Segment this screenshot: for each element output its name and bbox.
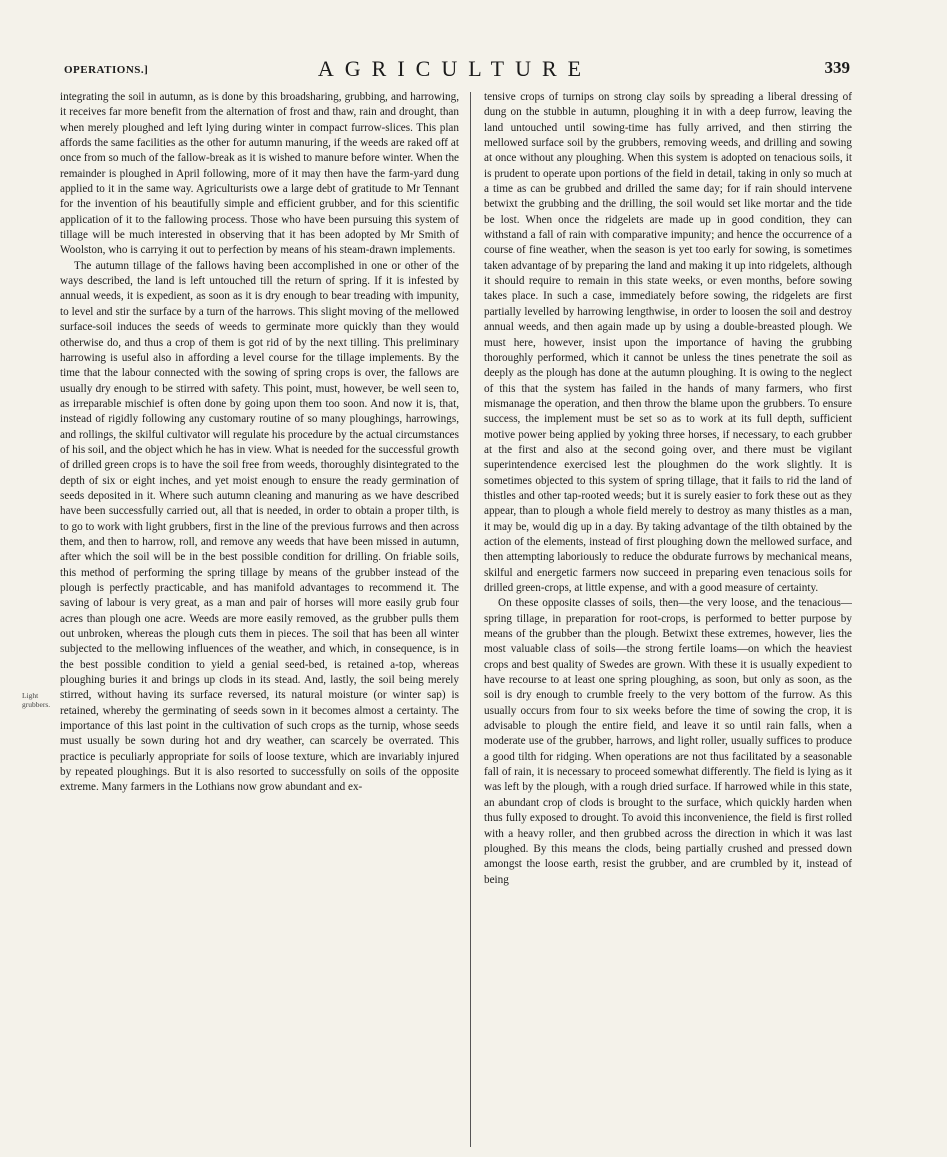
paragraph: The autumn tillage of the fallows having been accomplished in one or other of the ways described, the land is left untouched till the return of spring. If it is infested by annual weeds, it is expedient, as soon as it is dry enough to bear treading with impunity, to level and stir the surface by a turn of the harrows. This slight moving of the mellowed surface-soil induces the seeds of weeds to germinate more quickly than they would otherwise do, and thus a crop of them is got rid of by the next tilling. This preliminary harrowing is useful also in affording a level course for the tillage implements. By the time that the labour connected with the sowing of spring crops is over, the fallows are usually dry enough to be stirred with safety. This point, must, however, be well seen to, as irreparable mischief is often done by going upon them too soon. And now it is, that, instead of rigidly following any customary routine of so many ploughings, harrowings, and rollings, the skilful cultivator will regulate his procedure by the actual circumstances of his soil, and the object which he has in view. What is needed for the successful growth of drilled green crops is to have the soil free from weeds, thoroughly disintegrated to the depth of six or eight inches, and yet moist enough to ensure the ready germination of seeds deposited in it. Where such autumn cleaning and manuring as we have described have been successfully carried out, all that is needed, in order to obtain a proper tilth, is to go to work with light grubbers, first in the line of the previous furrows and then across them, and then to harrow, roll, and remove any weeds that have been missed in autumn, after which the soil will be in the best possible condition for drilling. On friable soils, this method of performing the spring tillage by means of the grubber instead of the plough is perfectly practicable, and has manifold advantages to recommend it. The saving of labour is very great, as a man and pair of horses will more easily grub four acres than plough one acre. Weeds are more easily removed, as the grubber pulls them out unbroken, whereas the plough cuts them in pieces. The soil that has been all winter subjected to the mellowing influences of the weather, and which, in consequence, is in the best possible condition to yield a genial seed-bed, is retained a-top, whereas ploughing buries it and brings up clods in its stead. And, lastly, the soil being merely stirred, without having its surface reversed, its natural moisture (or winter sap) is retained, whereby the germinating of seeds sown in it becomes almost a certainty. The importance of this last point in the cultivation of such crops as the turnip, whose seeds must usually be sown during hot and dry weather, can scarcely be overrated. This practice is peculiarly appropriate for soils of loose texture, which are invariably injured by repeated ploughings. But it is also resorted to successfully on soils of the opposite extreme. Many farmers in the Lothians now grow abundant and ex- bbox=[60, 259, 459, 794]
running-header bbox=[60, 54, 850, 84]
column-divider bbox=[470, 92, 471, 1147]
right-column bbox=[484, 90, 852, 1150]
paragraph: On these opposite classes of soils, then—the very loose, and the tenacious—spring tillage, in preparation for root-crops, is performed to better purpose by means of the grubber than the plough. Betwixt these extremes, however, lies the most valuable class of soils—the strong fertile loams—on which the heaviest crops and best quality of Swedes are grown. With these it is usually expedient to have recourse to at least one spring ploughing, as soon, but only as soon, as the soil is dry enough to crumble freely to the very bottom of the furrow. As this usually occurs from four to six weeks before the time of sowing the crop, it is advisable to plough the entire field, and leave it so until rain falls, when a moderate use of the grubber, harrows, and light roller, usually suffices to produce a good tilth for ridging. When operations are not thus facilitated by a seasonable fall of rain, it is necessary to proceed somewhat differently. The field is lying as it was left by the plough, with a rough dried surface. If harrowed while in this state, an abundant crop of clods is brought to the surface, which quickly harden when thus fully exposed to drought. To avoid this inconvenience, the field is first rolled with a heavy roller, and then grubbed across the direction in which it was last ploughed. By this means the clods, being partially crushed and pressed down amongst the loose earth, resist the grubber, and are crumbled by it, instead of being bbox=[484, 597, 852, 886]
section-label: OPERATIONS.] bbox=[64, 64, 149, 76]
left-column bbox=[60, 90, 459, 1150]
paragraph: integrating the soil in autumn, as is done by this broadsharing, grubbing, and harrowing, it receives far more benefit from the alternation of frost and thaw, rain and drought, than when merely ploughed and left lying during winter in compact furrow-slices. This plan affords the same facilities as the other for autumn manuring, if the weeds are raked off at once from so much of the fallow-break as it is wished to manure before winter. When the remainder is ploughed in April following, more of it may then have the farm-yard dung applied to it in the same way. Agriculturists owe a large debt of gratitude to Mr Tennant for the invention of his beautifully simple and efficient grubber, and for this scientific application of it to the fallowing process. Those who have been pursuing this system of tillage will be much interested in observing that it has been adopted by Mr Smith of Woolston, who is carrying it out to perfection by means of his steam-drawn implements. bbox=[60, 91, 459, 257]
page-number: 339 bbox=[824, 58, 850, 77]
paragraph: tensive crops of turnips on strong clay soils by spreading a liberal dressing of dung on the stubble in autumn, ploughing it in with a deep furrow, leaving the land untouched until sowing-time has fully arrived, and then stirring the mellowed surface soil by the grubbers, removing weeds, and drilling and sowing at once without any ploughing. When this system is adopted on tenacious soils, it is prudent to operate upon portions of the field in detail, taking in only so much at a time as can be grubbed and drilled the same day; for if rain should intervene betwixt the grubbing and the drilling, the soil would set like mortar and the tide be lost. When once the ridgelets are made up in good condition, they can withstand a fall of rain with comparative impunity; and hence the occurrence of a course of fine weather, when the season is yet too early for sowing, is sometimes taken advantage of by preparing the land and making it up into ridgelets, although it should require to remain in this state weeks, or even months, before sowing takes place. In such a case, immediately before sowing, the ridgelets are first partially levelled by harrowing lengthwise, in order to loosen the soil and destroy annual weeds, and then again made up by using a double-breasted plough. We must here, however, insist upon the importance of having the grubbing thoroughly performed, which it cannot be unless the tines penetrate the soil as deeply as the plough has done at the autumn ploughing. It is owing to the neglect of this that the system has failed in the hands of many farmers, who first mismanage the operation, and then throw the blame upon the grubbers. To ensure success, the implement must be set so as to work at its full depth, sufficient motive power being applied by yoking three horses, if necessary, to each grubber at the first and also at the second going over, and there must be vigilant superintendence exercised lest the ploughmen do the work slightly. It is sometimes objected to this system of spring tillage, that it fails to rid the land of thistles and other tap-rooted weeds; but it is surely easier to fork these out as they appear, than to plough a whole field merely to destroy as many thistles as a man, it may be, would dig up in a day. By taking advantage of the tilth obtained by the action of the elements, instead of first ploughing down the mellowed surface, and then attempting laboriously to reduce the obdurate furrows by mechanical means, skilful and energetic farmers now succeed in preparing even tenacious soils for drilled green-crops, at little expense, and with a good measure of certainty. bbox=[484, 91, 852, 594]
page-title: AGRICULTURE bbox=[317, 56, 593, 81]
margin-note: Light grubbers. bbox=[22, 691, 51, 709]
